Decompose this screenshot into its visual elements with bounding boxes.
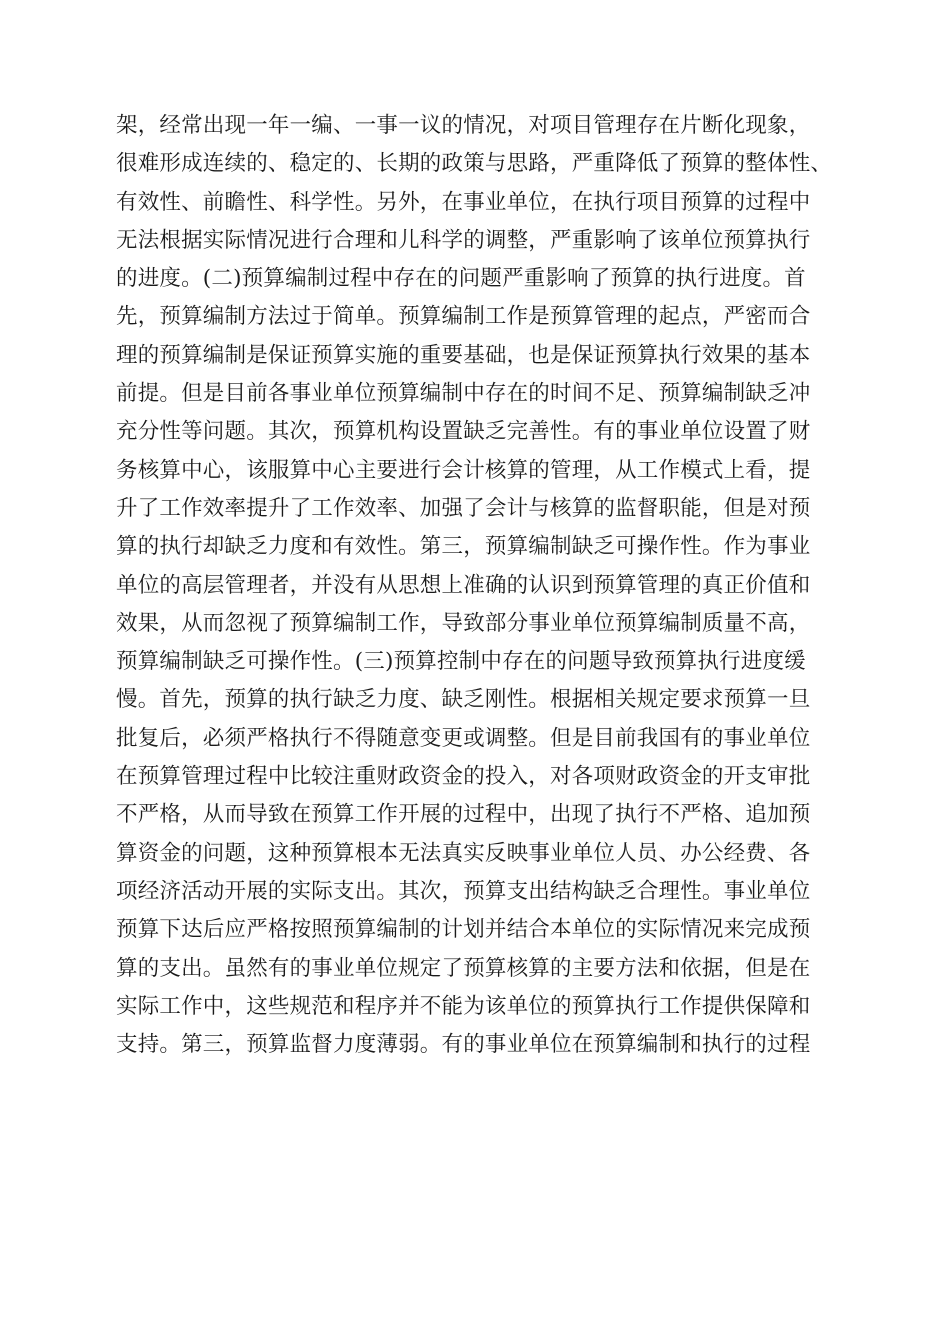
text-line: 不严格，从而导致在预算工作开展的过程中，出现了执行不严格、追加预 (116, 802, 811, 828)
text-line: 理的预算编制是保证预算实施的重要基础，也是保证预算执行效果的基本 (116, 342, 811, 368)
text-line: 算的支出。虽然有的事业单位规定了预算核算的主要方法和依据，但是在 (116, 955, 811, 981)
text-line: 实际工作中，这些规范和程序并不能为该单位的预算执行工作提供保障和 (116, 993, 811, 1019)
text-line: 算资金的问题，这种预算根本无法真实反映事业单位人员、办公经费、各 (116, 840, 811, 866)
text-line: 无法根据实际情况进行合理和儿科学的调整，严重影响了该单位预算执行 (116, 227, 811, 253)
text-line: 的进度。(二)预算编制过程中存在的问题严重影响了预算的执行进度。首 (116, 266, 806, 292)
text-line: 充分性等问题。其次，预算机构设置缺乏完善性。有的事业单位设置了财 (116, 419, 811, 445)
text-line: 先，预算编制方法过于简单。预算编制工作是预算管理的起点，严密而合 (116, 304, 811, 330)
text-line: 效果，从而忽视了预算编制工作，导致部分事业单位预算编制质量不高， (116, 610, 811, 636)
text-line: 算的执行却缺乏力度和有效性。第三，预算编制缺乏可操作性。作为事业 (116, 534, 811, 560)
text-line: 前提。但是目前各事业单位预算编制中存在的时间不足、预算编制缺乏冲 (116, 381, 811, 407)
text-line: 单位的高层管理者，并没有从思想上准确的认识到预算管理的真正价值和 (116, 572, 811, 598)
text-line: 在预算管理过程中比较注重财政资金的投入，对各项财政资金的开支审批 (116, 764, 811, 790)
body-text (116, 107, 856, 1064)
text-line: 预算编制缺乏可操作性。(三)预算控制中存在的问题导致预算执行进度缓 (116, 649, 806, 675)
text-line: 有效性、前瞻性、科学性。另外，在事业单位，在执行项目预算的过程中 (116, 189, 811, 215)
text-line: 预算下达后应严格按照预算编制的计划并结合本单位的实际情况来完成预 (116, 917, 811, 943)
text-line: 批复后，必须严格执行不得随意变更或调整。但是目前我国有的事业单位 (116, 725, 811, 751)
text-line: 项经济活动开展的实际支出。其次，预算支出结构缺乏合理性。事业单位 (116, 878, 811, 904)
text-line: 架，经常出现一年一编、一事一议的情况，对项目管理存在片断化现象， (116, 113, 811, 138)
text-line: 慢。首先，预算的执行缺乏力度、缺乏刚性。根据相关规定要求预算一旦 (116, 687, 811, 713)
text-line: 很难形成连续的、稳定的、长期的政策与思路，严重降低了预算的整体性、 (116, 151, 833, 177)
text-line: 升了工作效率提升了工作效率、加强了会计与核算的监督职能，但是对预 (116, 495, 811, 521)
text-line: 支持。第三，预算监督力度薄弱。有的事业单位在预算编制和执行的过程 (116, 1032, 811, 1058)
text-line: 务核算中心，该服算中心主要进行会计核算的管理，从工作模式上看，提 (116, 457, 811, 483)
